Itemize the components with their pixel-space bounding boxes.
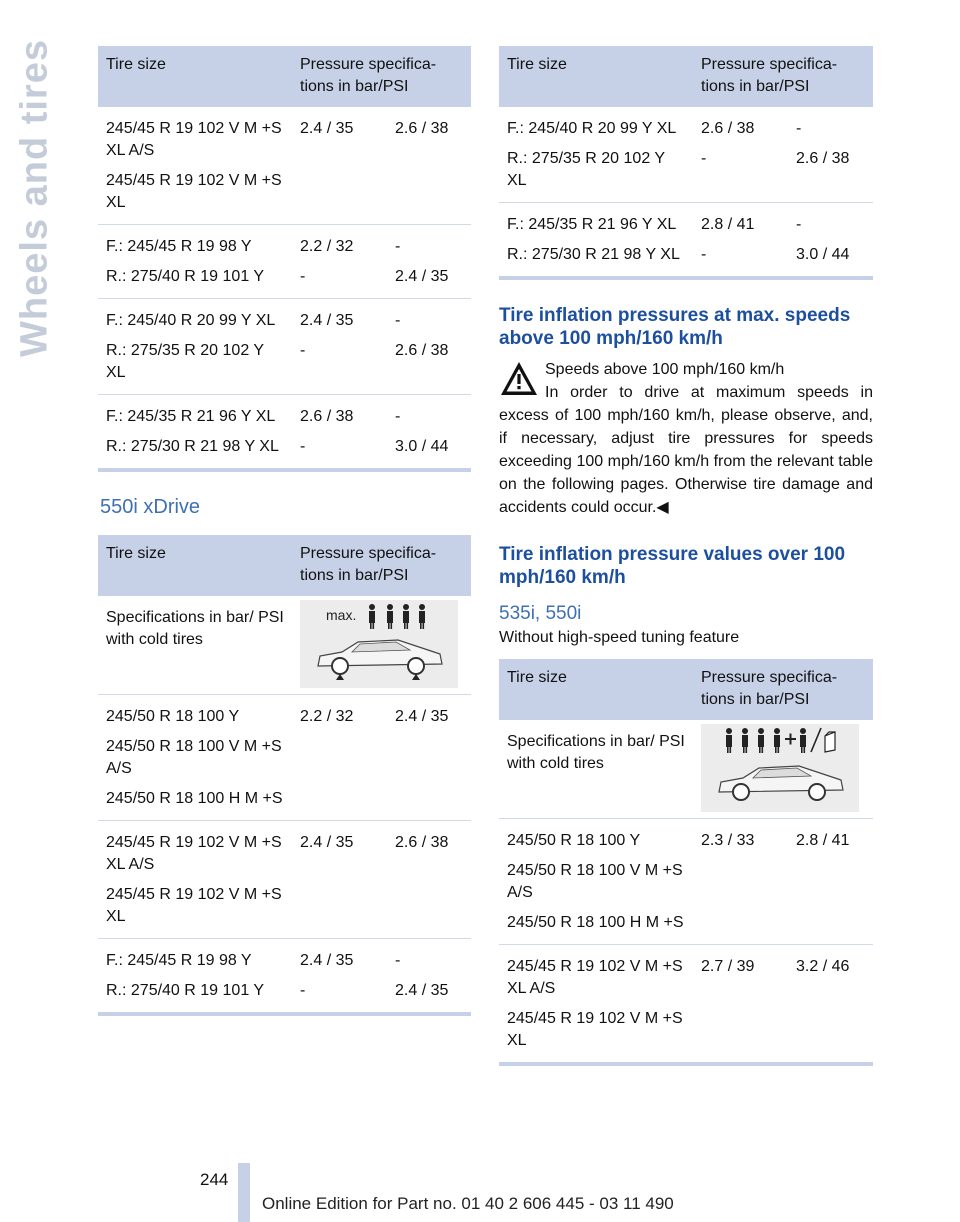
cell-line: R.: 275/40 R 19 101 Y [106,982,265,999]
cell-line: R.: 275/30 R 21 98 Y XL [507,246,680,263]
tire-size-cell [98,939,292,1015]
pressure-cell-1 [292,395,387,471]
pressure-cell-2 [788,203,873,279]
column-header-tire-size: Tire size [499,46,693,107]
cell-line: 245/45 R 19 102 V M +S XL [106,172,282,211]
column-header-pressure: Pressure specifica-tions in bar/PSI [693,659,873,720]
pressure-cell-2 [387,939,471,1015]
warning-block [499,358,873,519]
cell-line: R.: 275/40 R 19 101 Y [106,268,265,285]
pressure-cell-1 [292,225,387,299]
left-column [98,46,471,1016]
cell-line: - [701,246,707,263]
pressure-cell-1 [292,821,387,939]
cell-line: 245/50 R 18 100 Y [106,708,240,725]
tire-size-cell [98,821,292,939]
pressure-cell-1 [693,107,788,203]
cell-line: 2.4 / 35 [300,312,354,329]
cell-line: F.: 245/45 R 19 98 Y [106,238,252,255]
tire-size-cell [98,107,292,225]
pressure-cell-2 [387,225,471,299]
cell-line: 245/50 R 18 100 V M +S A/S [106,738,282,777]
cell-line: - [395,238,401,255]
pressure-cell-2 [387,695,471,821]
load-luggage-car-illustration [701,724,859,812]
cell-line: R.: 275/35 R 20 102 Y XL [507,150,665,189]
cell-line: 2.4 / 35 [395,268,449,285]
side-tab-label: Wheels and tires [13,39,56,357]
cell-line: 2.4 / 35 [395,982,449,999]
column-header-pressure: Pressure specifica-tions in bar/PSI [292,535,471,596]
persons-icon [369,604,425,629]
cell-line: 2.4 / 35 [395,708,449,725]
column-header-pressure: Pressure specifica-tions in bar/PSI [693,46,873,107]
tire-size-cell [98,695,292,821]
cell-line: F.: 245/35 R 21 96 Y XL [106,408,276,425]
column-header-tire-size: Tire size [98,46,292,107]
pressure-cell-1 [292,695,387,821]
pressure-cell-1 [292,299,387,395]
table-row [499,107,873,203]
pressure-cell-2 [387,299,471,395]
pressure-cell-2 [387,821,471,939]
tire-pressure-table [499,46,873,280]
right-column [499,46,873,1066]
cell-line: 3.0 / 44 [395,438,449,455]
table-row [98,821,471,939]
cell-line: 245/50 R 18 100 V M +S A/S [507,862,683,901]
cell-line: R.: 275/30 R 21 98 Y XL [106,438,279,455]
cell-line: 2.7 / 39 [701,958,755,975]
cell-line: F.: 245/45 R 19 98 Y [106,952,252,969]
luggage-icon [785,728,835,752]
section-heading-max-speeds: Tire inflation pressures at max. speeds above 100 mph/160 km/h [499,305,851,349]
cell-line: 245/45 R 19 102 V M +S XL [106,886,282,925]
load-max-car-illustration [300,600,458,688]
cell-line: 2.3 / 33 [701,832,755,849]
cell-line: 245/50 R 18 100 H M +S [106,790,283,807]
cell-line: 245/45 R 19 102 V M +S XL A/S [106,834,282,873]
cell-line: 2.6 / 38 [395,834,449,851]
footer-bar [238,1163,250,1222]
cell-line: 2.6 / 38 [395,342,449,359]
tire-size-cell [499,945,693,1065]
table-row [499,203,873,279]
page-number: 244 [200,1170,229,1189]
cell-line: 2.4 / 35 [300,952,354,969]
cell-line: - [395,408,401,425]
pressure-cell-1 [693,819,788,945]
max-caption: max. [326,607,357,623]
cell-line: 2.6 / 38 [300,408,354,425]
cell-line: 245/45 R 19 102 V M +S XL A/S [106,120,282,159]
cell-line: R.: 275/35 R 20 102 Y XL [106,342,264,381]
tire-pressure-table [98,46,471,472]
cell-line: 3.0 / 44 [796,246,850,263]
tire-pressure-table [98,535,471,1016]
section-heading-pressure-values: Tire inflation pressure values over 100 mph/160 km/h [499,544,846,588]
model-heading: 550i xDrive [100,496,201,518]
column-header-tire-size: Tire size [98,535,292,596]
cell-line: 2.6 / 38 [395,120,449,137]
pressure-cell-2 [387,107,471,225]
cell-line: 2.8 / 41 [796,832,850,849]
cell-line: 2.2 / 32 [300,238,354,255]
cell-line: - [300,438,306,455]
cell-line: 2.4 / 35 [300,120,354,137]
cell-line: 2.6 / 38 [701,120,755,137]
cell-line: - [395,312,401,329]
cell-line: 2.6 / 38 [796,150,850,167]
pressure-cell-1 [693,945,788,1065]
table-row [98,299,471,395]
pressure-cell-2 [788,819,873,945]
cell-line: 245/50 R 18 100 H M +S [507,914,684,931]
column-header-pressure: Pressure specifica-tions in bar/PSI [292,46,471,107]
column-header-tire-size: Tire size [499,659,693,720]
side-tab [0,38,70,358]
pressure-cell-2 [387,395,471,471]
tire-size-cell [499,819,693,945]
cell-line: 245/45 R 19 102 V M +S XL [507,1010,683,1049]
warning-triangle-icon [499,360,539,398]
table-row [499,819,873,945]
tire-size-cell [98,299,292,395]
footer-edition-text: Online Edition for Part no. 01 40 2 606 445 - 03 11 490 [262,1194,674,1213]
cell-line: 2.4 / 35 [300,834,354,851]
table-row [98,939,471,1015]
pressure-cell-1 [693,203,788,279]
table-row [98,225,471,299]
table-row [98,107,471,225]
cell-line: 245/45 R 19 102 V M +S XL A/S [507,958,683,997]
tire-size-cell [98,395,292,471]
tire-pressure-table [499,659,873,1066]
model-heading: 535i, 550i [499,603,582,624]
pressure-cell-2 [788,945,873,1065]
cell-line: - [300,342,306,359]
spec-row [499,720,873,819]
spec-row [98,596,471,695]
tire-size-cell [499,107,693,203]
cell-line: F.: 245/40 R 20 99 Y XL [106,312,276,329]
cell-line: - [796,120,802,137]
persons-icon [726,728,806,753]
cell-line: - [300,982,306,999]
pressure-cell-1 [292,939,387,1015]
cell-line: F.: 245/35 R 21 96 Y XL [507,216,677,233]
cell-line: 2.8 / 41 [701,216,755,233]
cell-line: - [395,952,401,969]
pressure-cell-2 [788,107,873,203]
table-row [499,945,873,1065]
spec-label: Specifications in bar/ PSI with cold tires [499,720,693,819]
pressure-cell-1 [292,107,387,225]
car-side-icon [719,766,843,800]
cell-line: 245/50 R 18 100 Y [507,832,641,849]
car-side-icon [318,640,442,680]
table-row [98,695,471,821]
tire-size-cell [499,203,693,279]
warning-title: Speeds above 100 mph/160 km/h [545,361,785,378]
cell-line: - [701,150,707,167]
tire-size-cell [98,225,292,299]
model-subline: Without high-speed tuning feature [499,629,740,646]
spec-label: Specifications in bar/ PSI with cold tires [98,596,292,695]
cell-line: 3.2 / 46 [796,958,850,975]
table-row [98,395,471,471]
cell-line: - [796,216,802,233]
cell-line: 2.2 / 32 [300,708,354,725]
cell-line: F.: 245/40 R 20 99 Y XL [507,120,677,137]
cell-line: - [300,268,306,285]
warning-text: In order to drive at maximum speeds in excess of 100 mph/160 km/h, please observe, and, if necessary, adjust tire pressures for speeds exceeding 100 mph/160 km/h from the relevant table on the following pages. Otherwise tire damage and accidents could occur.◀ [499,384,873,516]
